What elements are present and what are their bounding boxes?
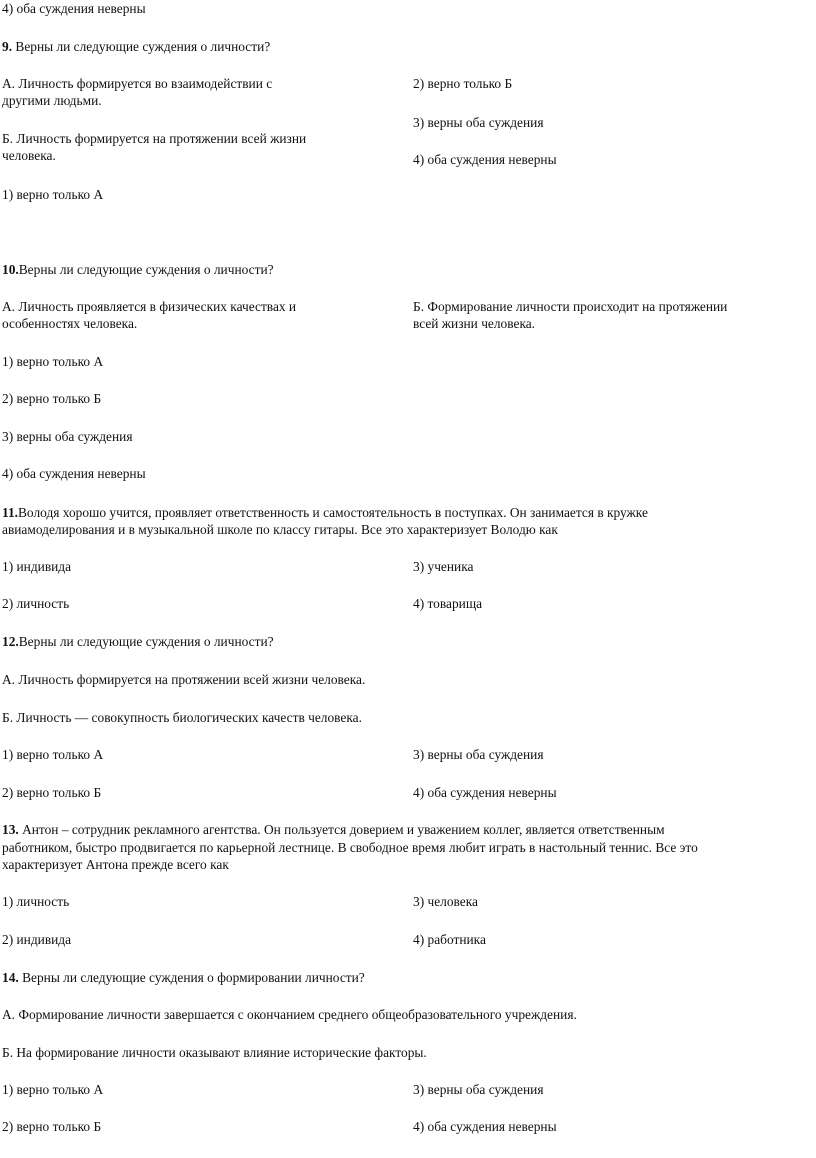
question-13: [2, 822, 665, 838]
q12-statement-a: А. Личность формируется на протяжении всей жизни человека.: [2, 672, 366, 687]
q9-statement-b-line1: Б. Личность формируется на протяжении всей жизни: [2, 131, 307, 146]
q9-statement-b-line2: человека.: [2, 148, 56, 163]
q13-option-1: 1) личность: [2, 894, 70, 909]
q12-option-1: 1) верно только А: [2, 747, 104, 762]
question-10-number: 10.: [2, 262, 19, 277]
question-11-text-line2: авиамоделирования и в музыкальной школе по классу гитары. Все это характеризует Володю как: [2, 522, 558, 537]
q11-option-2: 2) личность: [2, 596, 70, 611]
question-12-number: 12.: [2, 634, 19, 649]
question-13-text-line2: работником, быстро продвигается по карьерной лестнице. В свободное время любит играть в настольный теннис. Все это: [2, 840, 698, 855]
q11-option-4: 4) товарища: [413, 596, 483, 611]
q11-option-3: 3) ученика: [413, 559, 474, 574]
question-13-number: 13.: [2, 822, 19, 837]
q10-statement-b-line1: Б. Формирование личности происходит на протяжении: [413, 299, 728, 314]
question-11: [2, 505, 648, 521]
q14-statement-b: Б. На формирование личности оказывают влияние исторические факторы.: [2, 1045, 427, 1060]
q12-option-3: 3) верны оба суждения: [413, 747, 544, 762]
q12-option-4: 4) оба суждения неверны: [413, 785, 557, 800]
q10-statement-b-line2: всей жизни человека.: [413, 316, 536, 331]
q9-option-1: 1) верно только А: [2, 187, 104, 202]
q9-option-3: 3) верны оба суждения: [413, 115, 544, 130]
q10-option-2: 2) верно только Б: [2, 391, 102, 406]
q12-option-2: 2) верно только Б: [2, 785, 102, 800]
q9-statement-a-line2: другими людьми.: [2, 93, 102, 108]
q10-statement-a-line1: А. Личность проявляется в физических качествах и: [2, 299, 297, 314]
q13-option-4: 4) работника: [413, 932, 486, 947]
q10-option-4: 4) оба суждения неверны: [2, 466, 146, 481]
question-14-number: 14.: [2, 970, 19, 985]
q10-statement-a-line2: особенностях человека.: [2, 316, 138, 331]
q12-statement-b: Б. Личность — совокупность биологических качеств человека.: [2, 710, 362, 725]
question-13-text-line3: характеризует Антона прежде всего как: [2, 857, 229, 872]
q11-option-1: 1) индивида: [2, 559, 72, 574]
q14-option-3: 3) верны оба суждения: [413, 1082, 544, 1097]
question-9-text: Верны ли следующие суждения о личности?: [12, 39, 271, 54]
question-13-text-line1: Антон – сотрудник рекламного агентства. Он пользуется доверием и уважением коллег, является ответственным: [18, 822, 665, 837]
q13-option-3: 3) человека: [413, 894, 478, 909]
q9-option-4: 4) оба суждения неверны: [413, 152, 557, 167]
q14-statement-a: А. Формирование личности завершается с окончанием среднего общеобразовательного учреждения.: [2, 1007, 577, 1022]
q9-statement-a-line1: А. Личность формируется во взаимодействии с: [2, 76, 273, 91]
prev-question-option-4: 4) оба суждения неверны: [2, 1, 146, 16]
question-10: [2, 262, 274, 278]
q14-option-4: 4) оба суждения неверны: [413, 1119, 557, 1134]
question-9: [2, 39, 270, 55]
q14-option-1: 1) верно только А: [2, 1082, 104, 1097]
question-14: [2, 970, 365, 986]
question-12: [2, 634, 274, 650]
question-9-number: 9.: [2, 39, 13, 54]
question-11-number: 11.: [2, 505, 18, 520]
q10-option-3: 3) верны оба суждения: [2, 429, 133, 444]
question-14-text: Верны ли следующие суждения о формировании личности?: [18, 970, 365, 985]
q10-option-1: 1) верно только А: [2, 354, 104, 369]
q9-option-2: 2) верно только Б: [413, 76, 513, 91]
question-12-text: Верны ли следующие суждения о личности?: [18, 634, 274, 649]
q14-option-2: 2) верно только Б: [2, 1119, 102, 1134]
question-10-text: Верны ли следующие суждения о личности?: [18, 262, 274, 277]
question-11-text-line1: Володя хорошо учится, проявляет ответственность и самостоятельность в поступках. Он занимается в кружке: [18, 505, 648, 520]
q13-option-2: 2) индивида: [2, 932, 72, 947]
